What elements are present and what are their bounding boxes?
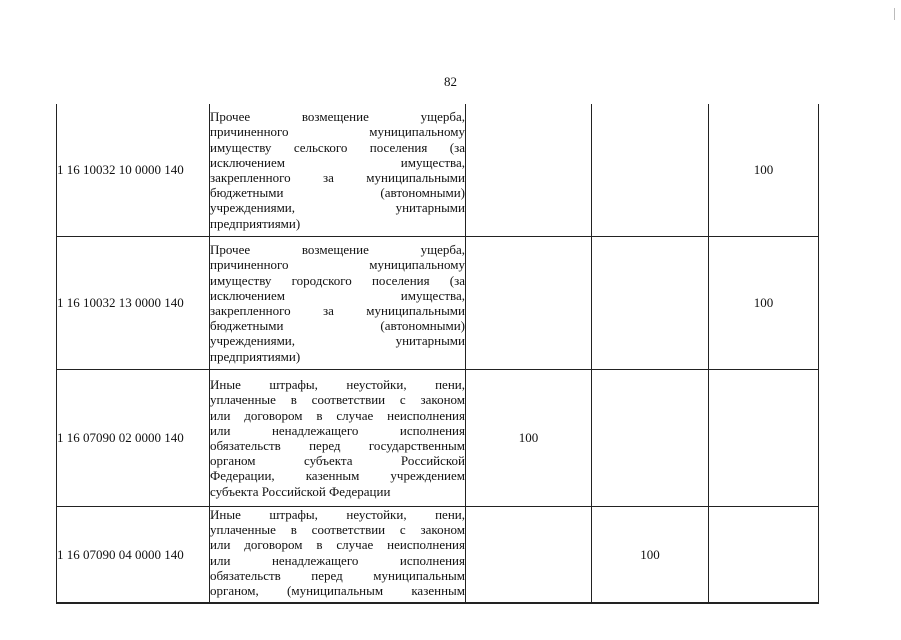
scan-edge-mark [894, 8, 895, 20]
description-line: бюджетными (автономными) [210, 318, 465, 334]
value-cell-c: 100 [709, 237, 819, 370]
description-cell [210, 237, 466, 370]
value-cell-b [592, 370, 709, 507]
value-cell-c [709, 507, 819, 604]
description-line: предприятиями) [210, 215, 301, 231]
description-line: бюджетными (автономными) [210, 185, 465, 201]
description-line: или договором в случае неисполнения [210, 537, 465, 553]
value-cell-c [709, 370, 819, 507]
value-cell-a [466, 507, 592, 604]
description-line: причиненного муниципальному [210, 124, 465, 140]
description-line: учреждениями, унитарными [210, 200, 465, 216]
revenue-codes-table [56, 104, 819, 604]
description-clip [210, 507, 465, 599]
value-cell-a [466, 104, 592, 237]
value-cell-b [592, 104, 709, 237]
budget-code-cell: 1 16 07090 02 0000 140 [57, 370, 210, 507]
description-line: Иные штрафы, неустойки, пени, [210, 377, 465, 393]
budget-code-cell: 1 16 07090 04 0000 140 [57, 507, 210, 604]
description-line: закрепленного за муниципальными [210, 303, 465, 318]
description-line: Прочее возмещение ущерба, [210, 242, 465, 258]
value-cell-c: 100 [709, 104, 819, 237]
table-row [57, 237, 819, 370]
budget-code-cell: 1 16 10032 10 0000 140 [57, 104, 210, 237]
table-row [57, 370, 819, 507]
description-line: субъекта Российской Федерации [210, 483, 391, 499]
description-cell [210, 104, 466, 237]
description-line: уплаченные в соответствии с законом [210, 522, 465, 538]
value-cell-b: 100 [592, 507, 709, 604]
value-cell-b [592, 237, 709, 370]
description-cell [210, 507, 466, 604]
description-line: или ненадлежащего исполнения [210, 552, 465, 568]
page-number: 82 [444, 74, 457, 89]
description-line: исключением имущества, [210, 287, 465, 303]
description-line: имуществу городского поселения (за [210, 272, 465, 288]
table-row [57, 104, 819, 237]
value-cell-a: 100 [466, 370, 592, 507]
description-line: или договором в случае неисполнения [210, 407, 465, 423]
description-line: исключением имущества, [210, 154, 465, 170]
description-line: органом субъекта Российской [210, 453, 465, 469]
description-line: причиненного муниципальному [210, 257, 465, 273]
description-line: обязательств перед государственным [210, 438, 465, 453]
value-cell-a [466, 237, 592, 370]
description-cell [210, 370, 466, 507]
description-line: Федерации, казенным учреждением [210, 468, 465, 484]
description-line: уплаченные в соответствии с законом [210, 392, 465, 408]
description-line: закрепленного за муниципальными [210, 170, 465, 185]
description-line: Иные штрафы, неустойки, пени, [210, 507, 465, 522]
description-line: или ненадлежащего исполнения [210, 422, 465, 438]
description-line: учреждениями, унитарными [210, 333, 465, 349]
description-line: органом, (муниципальным казенным [210, 583, 465, 599]
budget-code-cell: 1 16 10032 13 0000 140 [57, 237, 210, 370]
description-line: Прочее возмещение ущерба, [210, 109, 465, 125]
description-line: обязательств перед муниципальным [210, 567, 465, 583]
description-line: предприятиями) [210, 348, 301, 364]
description-line: имуществу сельского поселения (за [210, 139, 465, 155]
table-row [57, 507, 819, 604]
